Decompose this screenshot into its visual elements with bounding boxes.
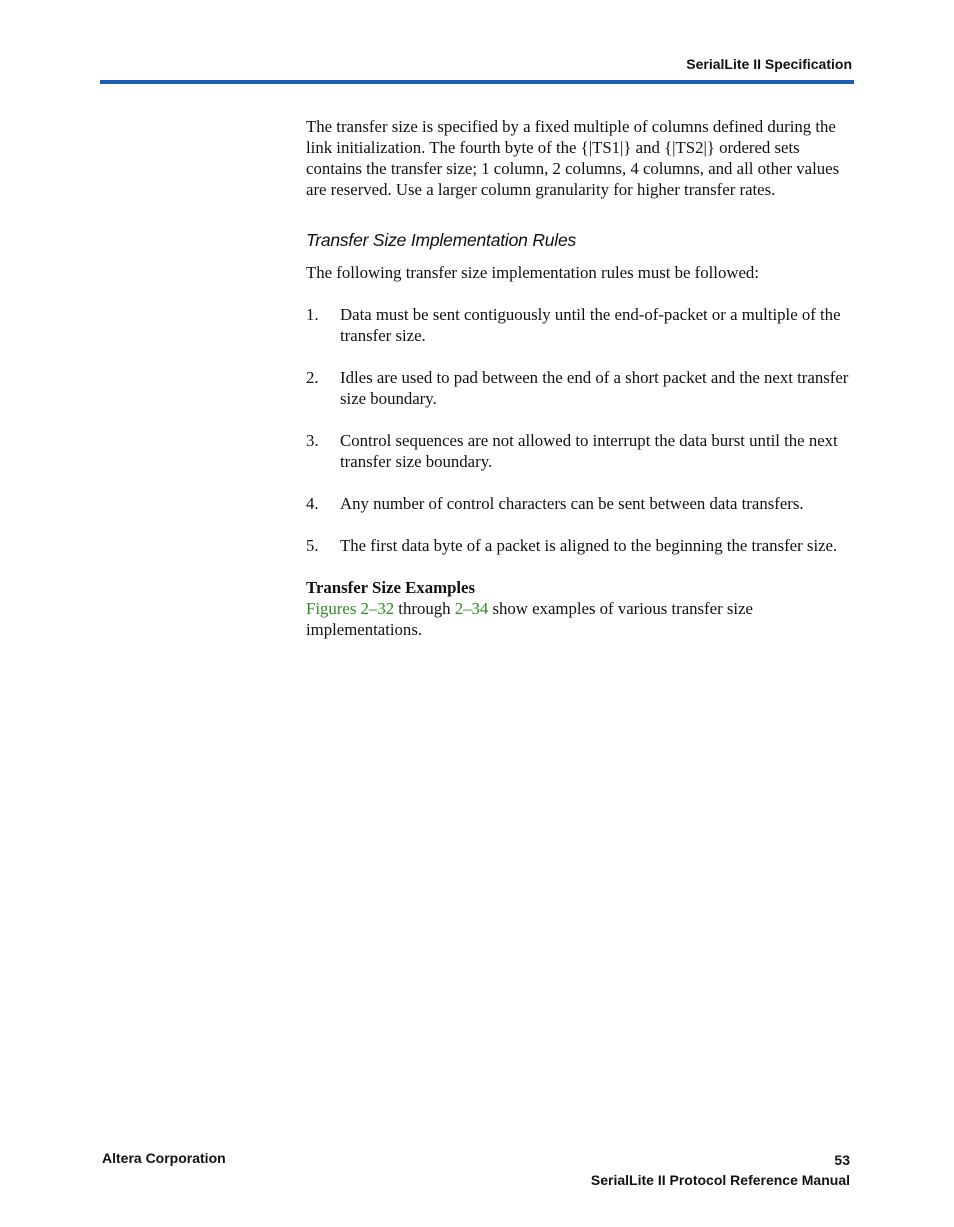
list-item-number: 2.: [306, 368, 319, 387]
list-item-text: Any number of control characters can be sent between data transfers.: [340, 494, 804, 513]
list-item: [306, 430, 854, 472]
examples-heading: Transfer Size Examples: [306, 578, 476, 597]
lead-paragraph: The following transfer size implementation rules must be followed:: [306, 263, 759, 282]
intro-paragraph: The transfer size is specified by a fixed multiple of columns defined during the link initialization. The fourth byte of the {|TS1|} and {|TS2|} ordered sets contains the transfer size; 1 column, 2 columns, 4 columns, and all other values are reserved. Use a larger column granularity for higher transfer rates.: [306, 117, 840, 199]
figure-link-2-34[interactable]: 2–34: [454, 599, 489, 618]
list-item-number: 3.: [306, 431, 319, 450]
page-content: [306, 116, 854, 640]
list-item-number: 5.: [306, 536, 319, 555]
footer-company: Altera Corporation: [102, 1150, 226, 1166]
examples-rest-text: show examples of various transfer size implementations.: [306, 599, 753, 639]
list-item: [306, 535, 854, 556]
running-header: SerialLite II Specification: [686, 56, 852, 72]
list-item: [306, 367, 854, 409]
rules-list: [306, 304, 854, 556]
list-item-number: 4.: [306, 494, 319, 513]
list-item: [306, 493, 854, 514]
examples-between-text: through: [394, 599, 455, 618]
manual-title: SerialLite II Protocol Reference Manual: [590, 1172, 850, 1188]
list-item: [306, 304, 854, 346]
list-item-text: Data must be sent contiguously until the end-of-packet or a multiple of the transfer size.: [340, 305, 841, 345]
examples-paragraph: [306, 598, 854, 640]
list-item-text: Idles are used to pad between the end of a short packet and the next transfer size boundary.: [340, 368, 849, 408]
list-item-text: Control sequences are not allowed to interrupt the data burst until the next transfer size boundary.: [340, 431, 838, 471]
footer-right: [591, 1150, 850, 1190]
list-item-text: The first data byte of a packet is aligned to the beginning the transfer size.: [340, 536, 838, 555]
header-rule: [100, 80, 854, 84]
list-item-number: 1.: [306, 305, 319, 324]
figure-link-2-32[interactable]: Figures 2–32: [306, 599, 395, 618]
section-heading: Transfer Size Implementation Rules: [306, 230, 577, 250]
page-number: 53: [834, 1152, 850, 1168]
